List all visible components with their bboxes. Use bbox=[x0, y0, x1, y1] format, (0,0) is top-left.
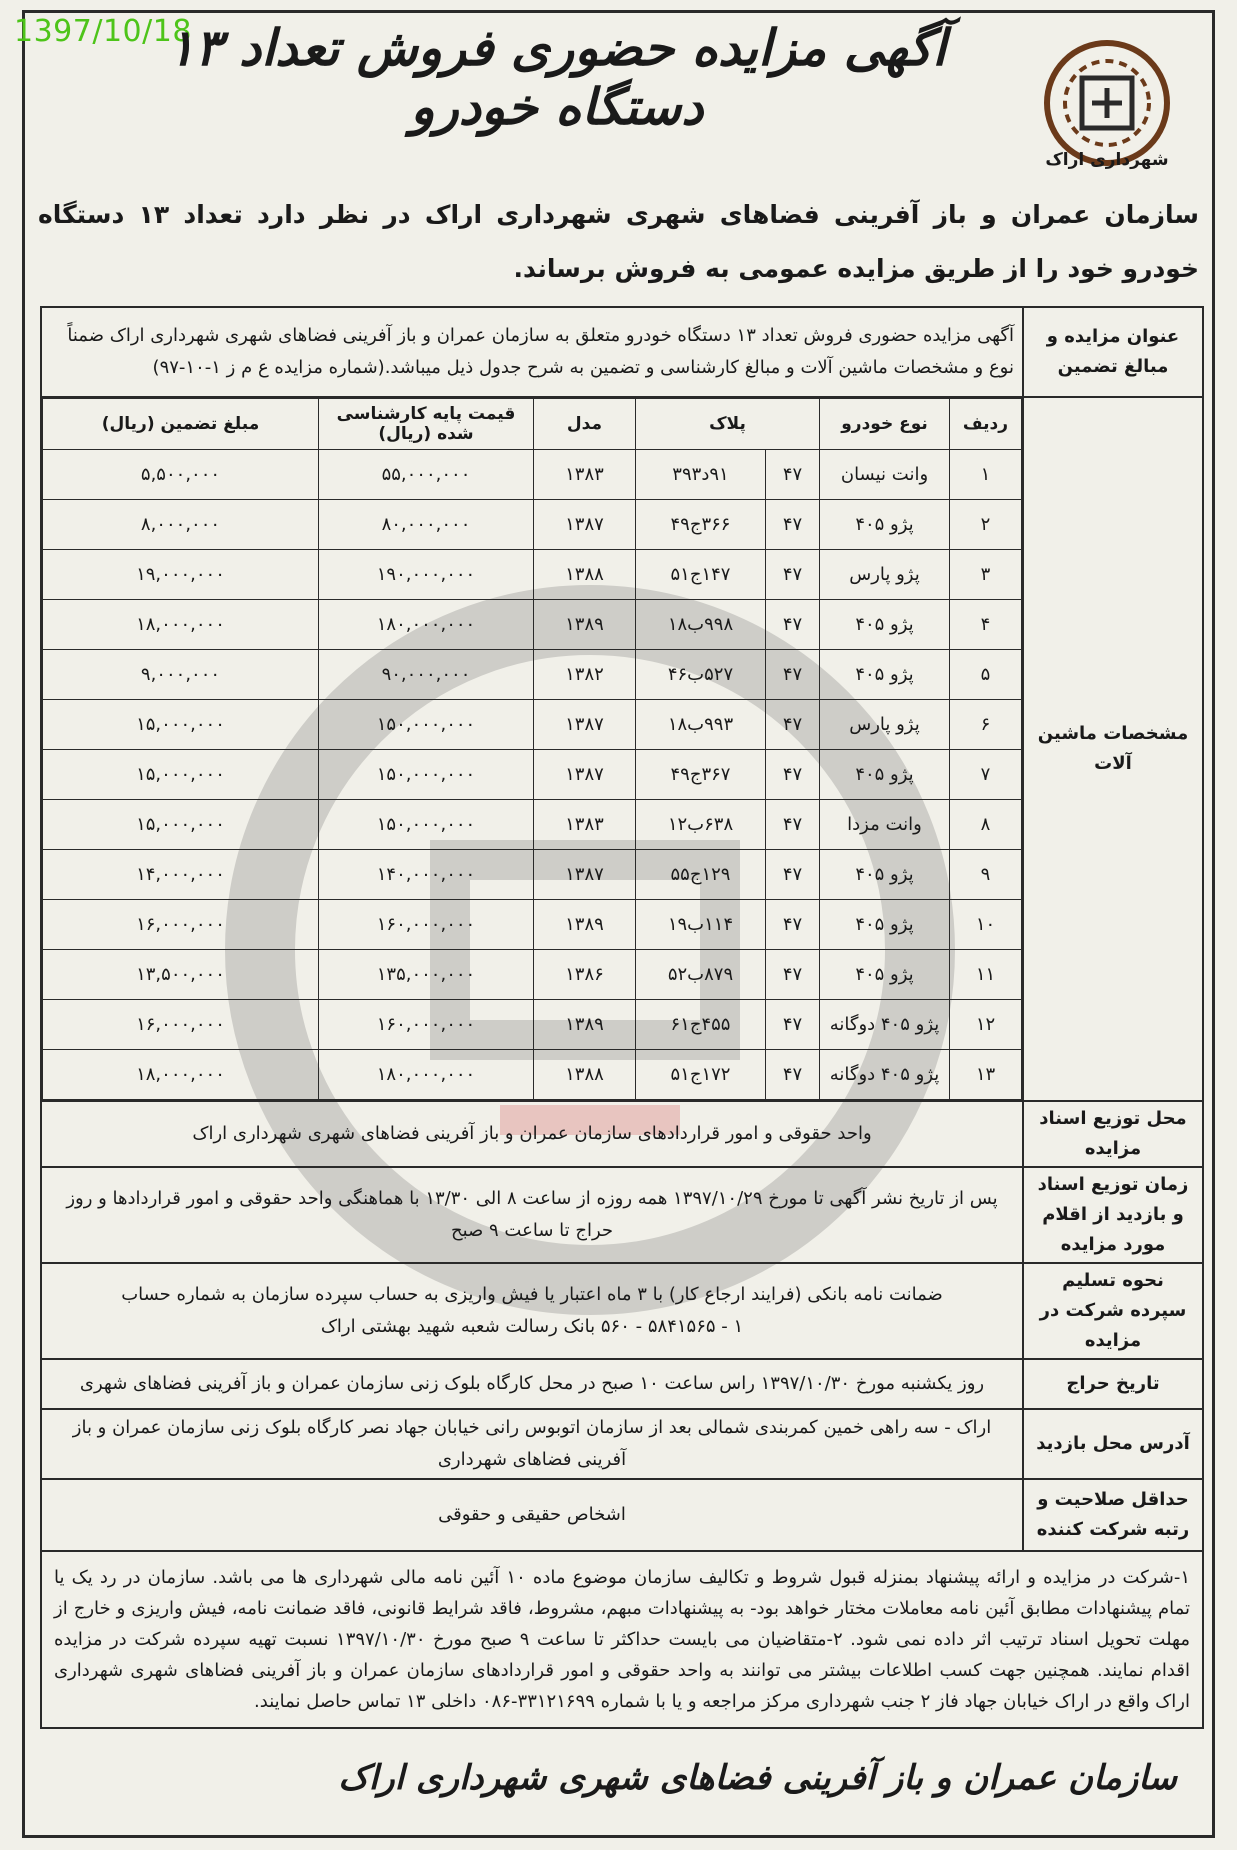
footer-organization: سازمان عمران و باز آفرینی فضاهای شهری شهرداری اراک bbox=[338, 1758, 1177, 1798]
cell-base-price: ۱۸۰,۰۰۰,۰۰۰ bbox=[318, 1050, 533, 1100]
cell-base-price: ۱۵۰,۰۰۰,۰۰۰ bbox=[318, 700, 533, 750]
table-row bbox=[43, 900, 1022, 950]
cell-guarantee: ۵,۵۰۰,۰۰۰ bbox=[43, 450, 319, 500]
logo-caption: شهرداری اراک bbox=[1045, 150, 1169, 170]
cell-guarantee: ۱۹,۰۰۰,۰۰۰ bbox=[43, 550, 319, 600]
cell-plate-code: ۴۷ bbox=[766, 800, 820, 850]
cell-plate-code: ۴۷ bbox=[766, 550, 820, 600]
cell-row-number: ۱۲ bbox=[950, 1000, 1022, 1050]
vehicle-table bbox=[42, 398, 1022, 1100]
cell-model: ۱۳۸۸ bbox=[533, 550, 635, 600]
cell-model: ۱۳۸۹ bbox=[533, 900, 635, 950]
cell-plate: ۳۶۷ج۴۹ bbox=[635, 750, 765, 800]
table-row bbox=[43, 650, 1022, 700]
deposit-label: نحوه تسلیم سپرده شرکت در مزایده bbox=[1023, 1263, 1203, 1359]
cell-plate-code: ۴۷ bbox=[766, 850, 820, 900]
header-plate: پلاک bbox=[635, 399, 819, 450]
cell-plate-code: ۴۷ bbox=[766, 950, 820, 1000]
cell-plate: ۱۲۹ج۵۵ bbox=[635, 850, 765, 900]
cell-row-number: ۱۰ bbox=[950, 900, 1022, 950]
cell-model: ۱۳۸۹ bbox=[533, 1000, 635, 1050]
cell-base-price: ۱۶۰,۰۰۰,۰۰۰ bbox=[318, 900, 533, 950]
machines-label: مشخصات ماشین آلات bbox=[1023, 397, 1203, 1101]
publication-date: 1397/10/18 bbox=[14, 14, 192, 49]
cell-row-number: ۸ bbox=[950, 800, 1022, 850]
table-row bbox=[43, 850, 1022, 900]
cell-model: ۱۳۸۳ bbox=[533, 450, 635, 500]
auction-details-table bbox=[40, 306, 1204, 1729]
cell-plate: ۸۷۹ب۵۲ bbox=[635, 950, 765, 1000]
cell-guarantee: ۹,۰۰۰,۰۰۰ bbox=[43, 650, 319, 700]
cell-plate: ۱۱۴ب۱۹ bbox=[635, 900, 765, 950]
notes-paragraph: ۱-شرکت در مزایده و ارائه پیشنهاد بمنزله قبول شروط و تکالیف سازمان موضوع ماده ۱۰ آئین نامه مالی شهرداری ها می باشد. سازمان در رد یک یا تمام پیشنهادات مطابق آئین نامه معاملات مختار خواهد بود- به پیشنهادات مبهم، مشروط، فاقد شرایط قانونی، فاقد ضمانت نامه، فیش واریزی و خارج از مهلت تحویل اسناد ترتیب اثر داده نمی شود. ۲-متقاضیان می بایست حداکثر تا ساعت ۹ صبح مورخ ۱۳۹۷/۱۰/۳۰ نسبت تهیه سپرده شرکت در مزایده اقدام نمایند. همچنین جهت کسب اطلاعات بیشتر می توانند به واحد حقوقی و امور قراردادهای سازمان عمران و باز آفرینی فضاهای شهری شهرداری اراک واقع در اراک خیابان جهاد فاز ۲ جنب شهرداری مرکز مراجعه و یا با شماره ۳۳۱۲۱۶۹۹-۰۸۶ داخلی ۱۳ تماس حاصل نمایند. bbox=[41, 1551, 1203, 1728]
cell-plate: ۱۷۲ج۵۱ bbox=[635, 1050, 765, 1100]
cell-guarantee: ۱۳,۵۰۰,۰۰۰ bbox=[43, 950, 319, 1000]
cell-guarantee: ۱۴,۰۰۰,۰۰۰ bbox=[43, 850, 319, 900]
cell-guarantee: ۱۶,۰۰۰,۰۰۰ bbox=[43, 1000, 319, 1050]
cell-plate: ۱۴۷ج۵۱ bbox=[635, 550, 765, 600]
time-text: پس از تاریخ نشر آگهی تا مورخ ۱۳۹۷/۱۰/۲۹ همه روزه از ساعت ۸ الی ۱۳/۳۰ با هماهنگی واحد حقوقی و امور قراردادها و روز حراج تا ساعت ۹ صبح bbox=[41, 1167, 1023, 1263]
address-text: اراک - سه راهی خمین کمربندی شمالی بعد از سازمان اتوبوس رانی خیابان جهاد نصر کارگاه بلوک زنی سازمان عمران و باز آفرینی فضاهای شهرداری bbox=[41, 1409, 1023, 1479]
cell-vehicle-type: پژو ۴۰۵ bbox=[820, 750, 950, 800]
cell-vehicle-type: پژو ۴۰۵ bbox=[820, 950, 950, 1000]
cell-model: ۱۳۸۹ bbox=[533, 600, 635, 650]
cell-base-price: ۸۰,۰۰۰,۰۰۰ bbox=[318, 500, 533, 550]
cell-vehicle-type: پژو ۴۰۵ bbox=[820, 500, 950, 550]
cell-row-number: ۹ bbox=[950, 850, 1022, 900]
cell-vehicle-type: پژو ۴۰۵ bbox=[820, 850, 950, 900]
cell-row-number: ۱ bbox=[950, 450, 1022, 500]
cell-plate-code: ۴۷ bbox=[766, 500, 820, 550]
cell-plate: ۹۹۸ب۱۸ bbox=[635, 600, 765, 650]
cell-guarantee: ۱۵,۰۰۰,۰۰۰ bbox=[43, 800, 319, 850]
table-row bbox=[43, 500, 1022, 550]
address-label: آدرس محل بازدید bbox=[1023, 1409, 1203, 1479]
cell-row-number: ۳ bbox=[950, 550, 1022, 600]
cell-plate-code: ۴۷ bbox=[766, 450, 820, 500]
cell-row-number: ۶ bbox=[950, 700, 1022, 750]
cell-plate-code: ۴۷ bbox=[766, 900, 820, 950]
auction-date-label: تاریخ حراج bbox=[1023, 1359, 1203, 1409]
table-row bbox=[43, 800, 1022, 850]
cell-plate-code: ۴۷ bbox=[766, 650, 820, 700]
cell-model: ۱۳۸۷ bbox=[533, 850, 635, 900]
cell-base-price: ۵۵,۰۰۰,۰۰۰ bbox=[318, 450, 533, 500]
cell-guarantee: ۱۸,۰۰۰,۰۰۰ bbox=[43, 1050, 319, 1100]
title-text: آگهی مزایده حضوری فروش تعداد ۱۳ دستگاه خودرو متعلق به سازمان عمران و باز آفرینی فضاهای شهری شهرداری اراک ضمناً نوع و مشخصات ماشین آلات و مبالغ کارشناسی و تضمین به شرح جدول ذیل میباشد.(شماره مزایده ع م ز ۱-۱۰-۹۷) bbox=[41, 307, 1023, 397]
cell-row-number: ۱۱ bbox=[950, 950, 1022, 1000]
cell-vehicle-type: وانت نیسان bbox=[820, 450, 950, 500]
cell-vehicle-type: پژو ۴۰۵ دوگانه bbox=[820, 1050, 950, 1100]
time-label: زمان توزیع اسناد و بازدید از اقلام مورد مزایده bbox=[1023, 1167, 1203, 1263]
cell-plate-code: ۴۷ bbox=[766, 600, 820, 650]
vehicle-table-header bbox=[43, 399, 1022, 450]
cell-plate: ۳۶۶ج۴۹ bbox=[635, 500, 765, 550]
cell-vehicle-type: پژو ۴۰۵ bbox=[820, 650, 950, 700]
cell-plate-code: ۴۷ bbox=[766, 750, 820, 800]
cell-model: ۱۳۸۸ bbox=[533, 1050, 635, 1100]
cell-plate: ۴۵۵ج۶۱ bbox=[635, 1000, 765, 1050]
cell-base-price: ۱۵۰,۰۰۰,۰۰۰ bbox=[318, 750, 533, 800]
cell-base-price: ۱۵۰,۰۰۰,۰۰۰ bbox=[318, 800, 533, 850]
cell-row-number: ۱۳ bbox=[950, 1050, 1022, 1100]
cell-base-price: ۱۸۰,۰۰۰,۰۰۰ bbox=[318, 600, 533, 650]
table-row bbox=[43, 1000, 1022, 1050]
cell-guarantee: ۱۶,۰۰۰,۰۰۰ bbox=[43, 900, 319, 950]
qualification-label: حداقل صلاحیت و رتبه شرکت کننده bbox=[1023, 1479, 1203, 1551]
deposit-text-line2: ۱ - ۵۸۴۱۵۶۵ - ۵۶۰ بانک رسالت شعبه شهید بهشتی اراک bbox=[320, 1316, 744, 1337]
header-vehicle-type: نوع خودرو bbox=[820, 399, 950, 450]
cell-base-price: ۱۴۰,۰۰۰,۰۰۰ bbox=[318, 850, 533, 900]
cell-guarantee: ۸,۰۰۰,۰۰۰ bbox=[43, 500, 319, 550]
cell-row-number: ۷ bbox=[950, 750, 1022, 800]
distribution-label: محل توزیع اسناد مزایده bbox=[1023, 1101, 1203, 1167]
title-label: عنوان مزایده و مبالغ تضمین bbox=[1023, 307, 1203, 397]
header-row-number: ردیف bbox=[950, 399, 1022, 450]
cell-row-number: ۵ bbox=[950, 650, 1022, 700]
intro-paragraph: سازمان عمران و باز آفرینی فضاهای شهری شهرداری اراک در نظر دارد تعداد ۱۳ دستگاه خودرو خود را از طریق مزایده عمومی به فروش برساند. bbox=[38, 200, 1199, 283]
cell-vehicle-type: پژو پارس bbox=[820, 700, 950, 750]
cell-plate: ۹۱د۳۹۳ bbox=[635, 450, 765, 500]
cell-vehicle-type: پژو پارس bbox=[820, 550, 950, 600]
cell-plate-code: ۴۷ bbox=[766, 1050, 820, 1100]
table-row bbox=[43, 750, 1022, 800]
table-row bbox=[43, 600, 1022, 650]
cell-model: ۱۳۸۷ bbox=[533, 700, 635, 750]
deposit-text-line1: ضمانت نامه بانکی (فرایند ارجاع کار) با ۳ ماه اعتبار یا فیش واریزی به حساب سپرده سازمان به شماره حساب bbox=[121, 1284, 943, 1305]
cell-guarantee: ۱۵,۰۰۰,۰۰۰ bbox=[43, 700, 319, 750]
table-row bbox=[43, 450, 1022, 500]
table-row bbox=[43, 1050, 1022, 1100]
cell-row-number: ۴ bbox=[950, 600, 1022, 650]
cell-plate-code: ۴۷ bbox=[766, 1000, 820, 1050]
cell-base-price: ۱۳۵,۰۰۰,۰۰۰ bbox=[318, 950, 533, 1000]
cell-vehicle-type: پژو ۴۰۵ bbox=[820, 900, 950, 950]
cell-plate: ۹۹۳ب۱۸ bbox=[635, 700, 765, 750]
header-guarantee: مبلغ تضمین (ریال) bbox=[43, 399, 319, 450]
cell-guarantee: ۱۸,۰۰۰,۰۰۰ bbox=[43, 600, 319, 650]
table-row bbox=[43, 950, 1022, 1000]
cell-model: ۱۳۸۳ bbox=[533, 800, 635, 850]
cell-guarantee: ۱۵,۰۰۰,۰۰۰ bbox=[43, 750, 319, 800]
cell-base-price: ۹۰,۰۰۰,۰۰۰ bbox=[318, 650, 533, 700]
cell-base-price: ۱۹۰,۰۰۰,۰۰۰ bbox=[318, 550, 533, 600]
header-model: مدل bbox=[533, 399, 635, 450]
cell-plate-code: ۴۷ bbox=[766, 700, 820, 750]
page-title: آگهی مزایده حضوری فروش تعداد ۱۳ دستگاه خودرو bbox=[167, 18, 947, 136]
cell-plate: ۶۳۸ب۱۲ bbox=[635, 800, 765, 850]
cell-vehicle-type: پژو ۴۰۵ bbox=[820, 600, 950, 650]
auction-date-text: روز یکشنبه مورخ ۱۳۹۷/۱۰/۳۰ راس ساعت ۱۰ صبح در محل کارگاه بلوک زنی سازمان عمران و باز آفرینی فضاهای شهری bbox=[41, 1359, 1023, 1409]
table-row bbox=[43, 550, 1022, 600]
header-base-price: قیمت پایه کارشناسی شده (ریال) bbox=[318, 399, 533, 450]
cell-model: ۱۳۸۶ bbox=[533, 950, 635, 1000]
distribution-text: واحد حقوقی و امور قراردادهای سازمان عمران و باز آفرینی فضاهای شهری شهرداری اراک bbox=[41, 1101, 1023, 1167]
cell-row-number: ۲ bbox=[950, 500, 1022, 550]
cell-model: ۱۳۸۷ bbox=[533, 750, 635, 800]
cell-model: ۱۳۸۷ bbox=[533, 500, 635, 550]
table-row bbox=[43, 700, 1022, 750]
cell-vehicle-type: پژو ۴۰۵ دوگانه bbox=[820, 1000, 950, 1050]
qualification-text: اشخاص حقیقی و حقوقی bbox=[41, 1479, 1023, 1551]
cell-model: ۱۳۸۲ bbox=[533, 650, 635, 700]
cell-plate: ۵۲۷ب۴۶ bbox=[635, 650, 765, 700]
cell-vehicle-type: وانت مزدا bbox=[820, 800, 950, 850]
cell-base-price: ۱۶۰,۰۰۰,۰۰۰ bbox=[318, 1000, 533, 1050]
